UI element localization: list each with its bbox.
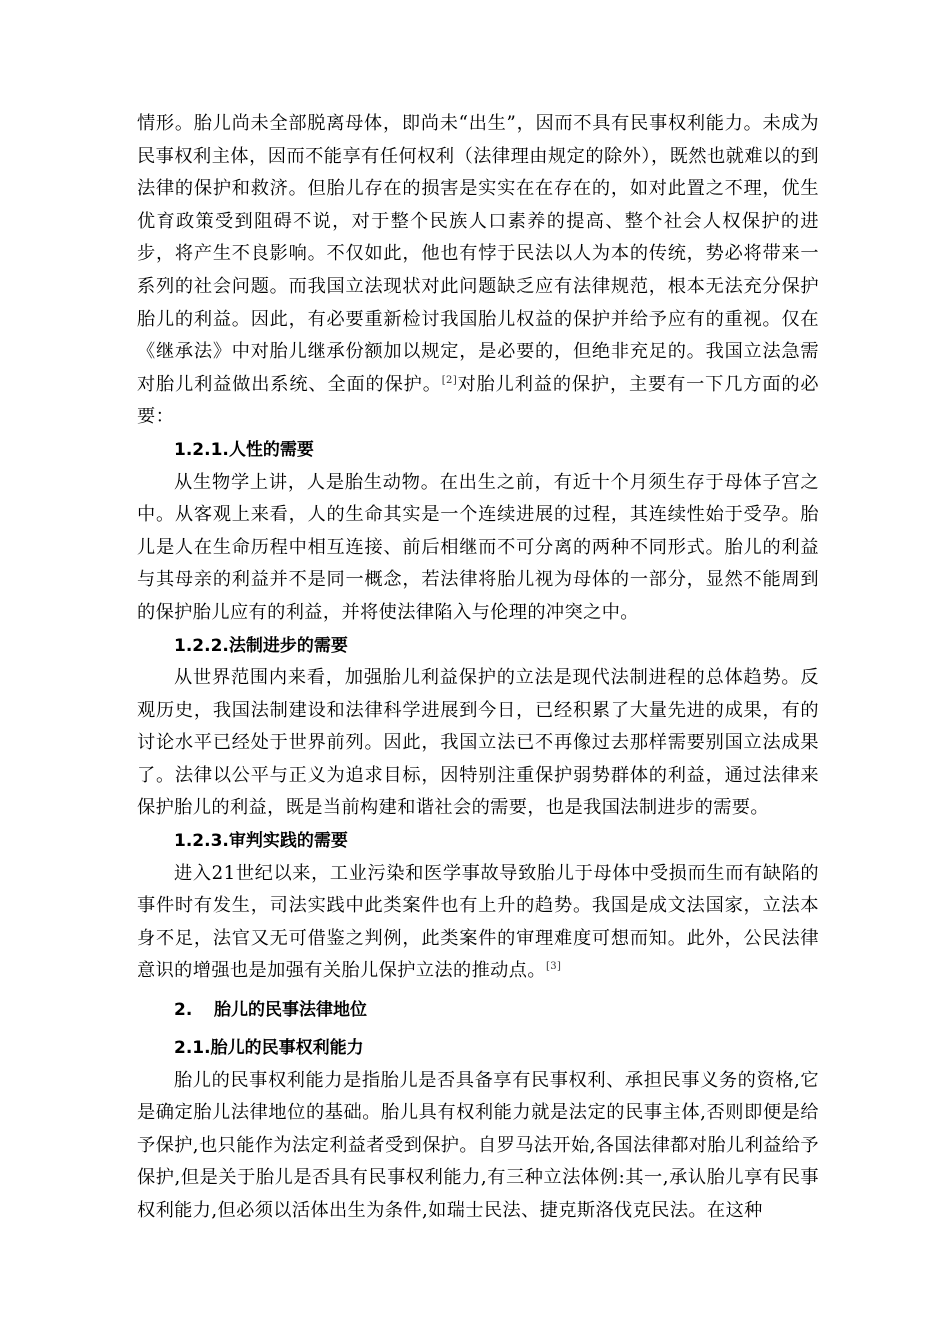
paragraph-1-2-2: 从世界范围内来看，加强胎儿利益保护的立法是现代法制进程的总体趋势。反观历史，我国法制建设和法律科学进展到今日，已经积累了大量先进的成果，有的讨论水平已经处于世界前列。因此，我国立法已不再像过去那样需要别国立法成果了。法律以公平与正义为追求目标，因特别注重保护弱势群体的利益，通过法律来保护胎儿的利益，既是当前构建和谐社会的需要，也是我国法制进步的需要。	[137, 667, 819, 819]
heading-2-1: 2.1.胎儿的民事权利能力	[174, 1038, 364, 1059]
citation-3: [3]	[545, 961, 562, 973]
heading-1-2-3: 1.2.3.审判实践的需要	[174, 831, 348, 852]
document-body	[137, 108, 819, 1228]
heading-1-2-2: 1.2.2.法制进步的需要	[174, 635, 348, 656]
paragraph-1-2-3	[137, 858, 819, 988]
intro-text-b: 对胎儿利益的保护，主要有一下几方面的必要：	[137, 373, 819, 428]
citation-2: [2]	[441, 374, 458, 386]
paragraph-2-1: 胎儿的民事权利能力是指胎儿是否具备享有民事权利、承担民事义务的资格,它是确定胎儿法律地位的基础。胎儿具有权利能力就是法定的民事主体,否则即便是给予保护,也只能作为法定利益者受到保护。自罗马法开始,各国法律都对胎儿利益给予保护,但是关于胎儿是否具有民事权利能力,有三种立法体例:其一,承认胎儿享有民事权利能力,但必须以活体出生为条件,如瑞士民法、捷克斯洛伐克民法。在这种	[137, 1069, 819, 1221]
heading-2-title: 胎儿的民事法律地位	[214, 1000, 367, 1021]
heading-2	[137, 994, 819, 1026]
paragraph-1-2-1: 从生物学上讲，人是胎生动物。在出生之前，有近十个月须生存于母体子宫之中。从客观上来看，人的生命其实是一个连续进展的过程，其连续性始于受孕。胎儿是人在生命历程中相互连接、前后相继而不可分离的两种不同形式。胎儿的利益与其母亲的利益并不是同一概念，若法律将胎儿视为母体的一部分，显然不能周到的保护胎儿应有的利益，并将使法律陷入与伦理的冲突之中。	[137, 471, 819, 623]
paragraph-1-2-3-text: 进入21世纪以来，工业污染和医学事故导致胎儿于母体中受损而生而有缺陷的事件时有发生，司法实践中此类案件也有上升的趋势。我国是成文法国家，立法本身不足，法官又无可借鉴之判例，此类案件的审理难度可想而知。此外，公民法律意识的增强也是加强有关胎儿保护立法的推动点。	[137, 862, 819, 982]
intro-paragraph	[137, 108, 819, 434]
intro-text-a: 情形。胎儿尚未全部脱离母体，即尚未“出生”，因而不具有民事权利能力。未成为民事权利主体，因而不能享有任何权利（法律理由规定的除外），既然也就难以的到法律的保护和救济。但胎儿存在的损害是实实在在存在的，如对此置之不理，优生优育政策受到阻碍不说，对于整个民族人口素养的提高、整个社会人权保护的进步，将产生不良影响。不仅如此，他也有悖于民法以人为本的传统，势必将带来一系列的社会问题。而我国立法现状对此问题缺乏应有法律规范，根本无法充分保护胎儿的利益。因此，有必要重新检讨我国胎儿权益的保护并给予应有的重视。仅在《继承法》中对胎儿继承份额加以规定，是必要的，但绝非充足的。我国立法急需对胎儿利益做出系统、全面的保护。	[137, 113, 819, 395]
heading-1-2-1: 1.2.1.人性的需要	[174, 439, 314, 460]
heading-2-number: 2.	[174, 1000, 193, 1021]
